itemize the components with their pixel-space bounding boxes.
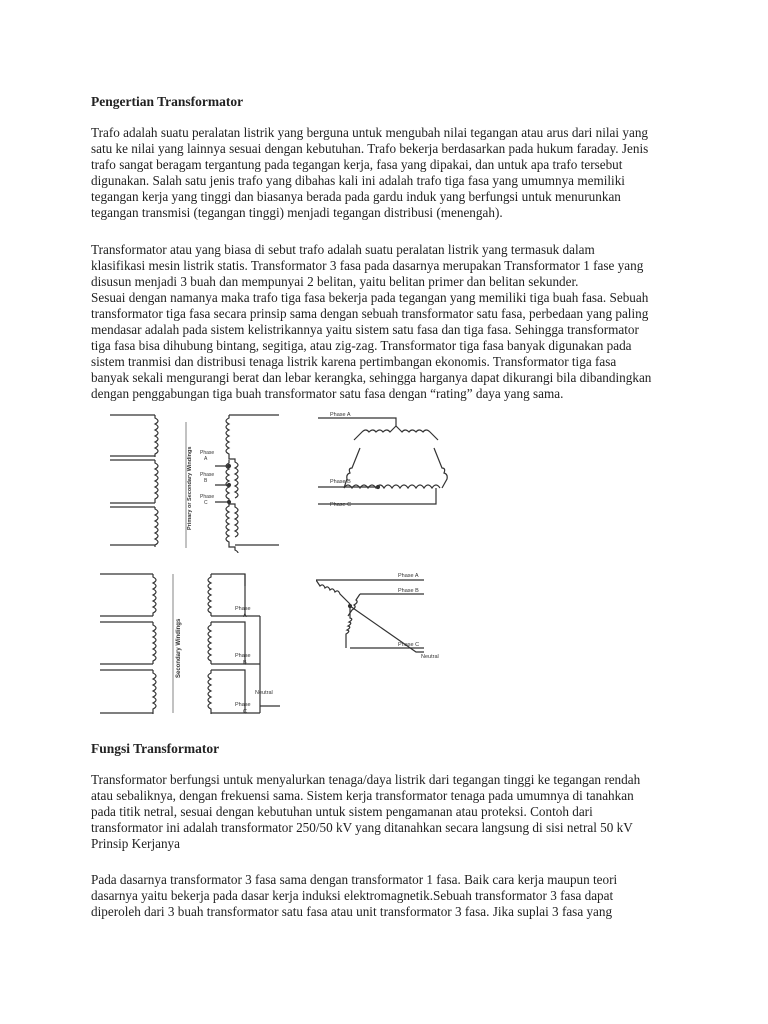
- text-line: transformator ini adalah transformator 250/50 kV yang ditanahkan secara langsung di sisi netral 50 kV: [91, 820, 633, 835]
- section-title-fungsi: Fungsi Transformator: [91, 741, 220, 756]
- phase-c-label: Phase C: [330, 502, 352, 508]
- text-line: Sesuai dengan namanya maka trafo tiga fasa bekerja pada tegangan yang memiliki tiga buah fasa. Sebuah: [91, 290, 649, 305]
- text-line: sistem tranmisi dan distribusi tenaga listrik karena pertimbangan ekonomis. Transformator tiga fasa: [91, 354, 617, 369]
- phase-a-letter: A: [204, 456, 208, 462]
- text-line: diperoleh dari 3 buah transformator satu fasa atau unit transformator 3 fasa. Jika suplai 3 fasa yang: [91, 904, 613, 919]
- phase-c-label: Phase: [235, 702, 251, 708]
- text-line: dengan penggabungan tiga buah transformator satu fasa dengan “rating” daya yang sama.: [91, 386, 564, 401]
- paragraph-transformator-3-fasa: [91, 242, 680, 402]
- phase-c-label: Phase C: [398, 642, 420, 648]
- phase-a-label: Phase: [200, 450, 215, 456]
- phase-c-label: Phase: [200, 494, 215, 500]
- side-label: Secondary Windings: [176, 618, 182, 678]
- neutral-label: Neutral: [421, 654, 439, 660]
- text-line: Transformator atau yang biasa di sebut trafo adalah suatu peralatan listrik yang termasuk dalam: [91, 242, 595, 257]
- neutral-label: Neutral: [255, 690, 273, 696]
- text-line: tegangan transmisi (tegangan tinggi) menjadi tegangan distribusi (menengah).: [91, 205, 503, 220]
- phase-c-letter: C: [243, 709, 247, 715]
- text-line: transformator tiga fasa secara prinsip sama dengan sebuah transformator satu fasa, perbedaan yang paling: [91, 306, 649, 321]
- text-line: satu ke nilai yang lainnya sesuai dengan kebutuhan. Trafo bekerja berdasarkan pada hukum faraday. Jenis: [91, 141, 649, 156]
- delta-windings-diagram: [100, 408, 290, 553]
- text-line: Transformator berfungsi untuk menyalurkan tenaga/daya listrik dari tegangan tinggi ke tegangan rendah: [91, 772, 641, 787]
- delta-triangle-diagram: [318, 408, 448, 513]
- phase-b-label: Phase: [235, 653, 251, 659]
- phase-a-label: Phase A: [398, 573, 419, 579]
- text-line: banyak sekali mengurangi berat dan lebar kerangka, sehingga harganya dapat dikurangi bila dibandingkan: [91, 370, 652, 385]
- paragraph-trafo-definition: [91, 125, 680, 221]
- side-label: Primary or Secondary Windings: [187, 446, 193, 530]
- text-line: tegangan kerja yang tinggi dan biasanya berada pada gardu induk yang berfungsi untuk menurunkan: [91, 189, 621, 204]
- text-line: trafo sangat beragam tergantung pada tegangan kerja, fasa yang dipakai, dan untuk apa trafo tersebut: [91, 157, 623, 172]
- phase-b-label: Phase: [200, 472, 215, 478]
- text-line: Pada dasarnya transformator 3 fasa sama dengan transformator 1 fasa. Baik cara kerja maupun teori: [91, 872, 618, 887]
- phase-b-label: Phase B: [330, 479, 351, 485]
- section-title-pengertian: Pengertian Transformator: [91, 94, 244, 109]
- text-line: Trafo adalah suatu peralatan listrik yang berguna untuk mengubah nilai tegangan atau arus dari nilai yang: [91, 125, 649, 140]
- phase-a-label: Phase: [235, 606, 251, 612]
- text-line: klasifikasi mesin listrik statis. Transformator 3 fasa pada dasarnya merupakan Transformator 1 fase yang: [91, 258, 644, 273]
- text-line: atau sebaliknya, dengan frekuensi sama. Sistem kerja transformator tenaga pada umumnya di tanahkan: [91, 788, 634, 803]
- phase-a-label: Phase A: [330, 412, 351, 418]
- text-line: disusun menjadi 3 buah dan mempunyai 2 belitan, yaitu belitan primer dan belitan sekunder.: [91, 274, 579, 289]
- text-line: tiga fasa bisa dihubung bintang, segitiga, atau zig-zag. Transformator tiga fasa banyak digunakan pada: [91, 338, 632, 353]
- text-line: digunakan. Salah satu jenis trafo yang dibahas kali ini adalah trafo tiga fasa yang umumnya memiliki: [91, 173, 625, 188]
- phase-b-label: Phase B: [398, 588, 419, 594]
- text-line: dasarnya yaitu bekerja pada dasar kerja induksi elektromagnetik.Sebuah transformator 3 fasa dapat: [91, 888, 614, 903]
- text-line: mendasar adalah pada sistem kelistrikannya yaitu sistem satu fasa dan tiga fasa. Sehingga transformator: [91, 322, 639, 337]
- phase-b-letter: B: [204, 478, 208, 484]
- phase-b-letter: B: [243, 660, 247, 666]
- paragraph-fungsi-transformator: [91, 772, 680, 852]
- text-line: Prinsip Kerjanya: [91, 836, 180, 851]
- phase-c-letter: C: [204, 500, 208, 506]
- wye-windings-diagram: [95, 566, 295, 726]
- phase-a-letter: A: [243, 613, 247, 619]
- wye-star-diagram: [316, 568, 446, 683]
- text-line: pada titik netral, sesuai dengan kebutuhan untuk sistem pengamanan atau proteksi. Contoh dari: [91, 804, 593, 819]
- paragraph-prinsip-kerja: [91, 872, 680, 920]
